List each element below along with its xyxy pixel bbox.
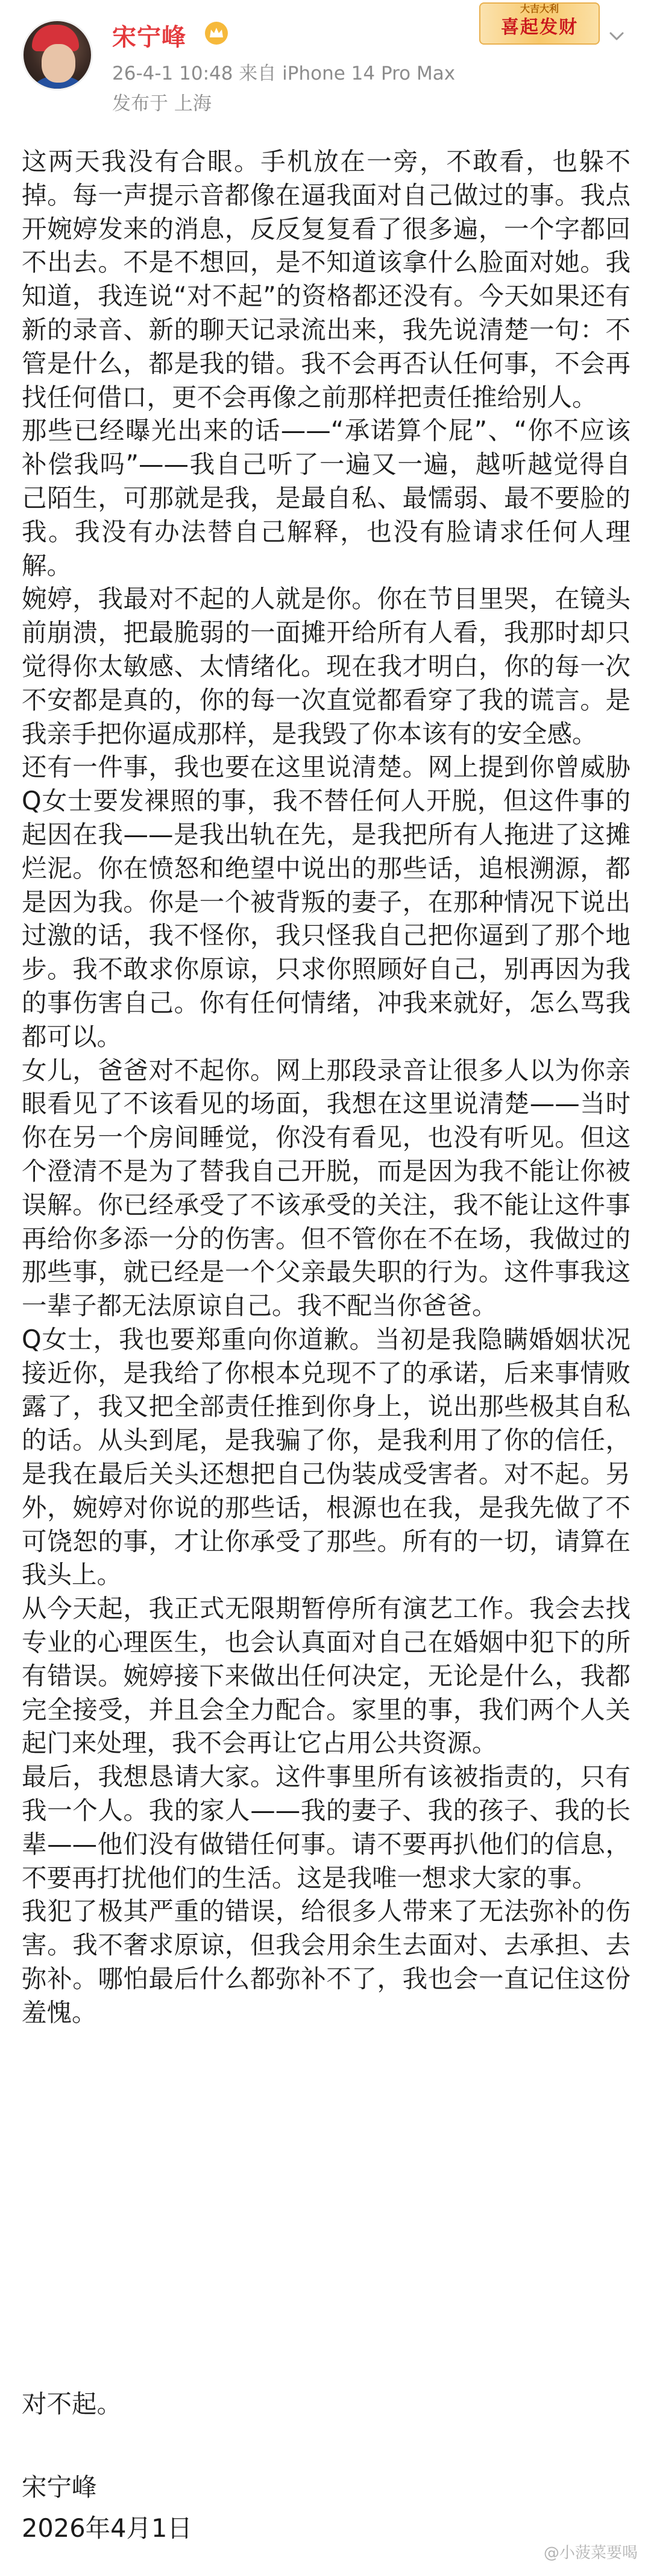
post-body: [22, 145, 631, 2030]
post-paragraph: 婉婷，我最对不起的人就是你。你在节目里哭，在镜头前崩溃，把最脆弱的一面摊开给所有人看，我那时却只觉得你太敏感、太情绪化。现在我才明白，你的每一次不安都是真的，你的每一次直觉都看穿了我的谎言。是我亲手把你逼成那样，是我毁了你本该有的安全感。: [22, 584, 631, 748]
signature: 宋宁峰: [22, 2472, 97, 2502]
user-avatar[interactable]: [22, 19, 93, 90]
post-date: 2026年4月1日: [22, 2513, 192, 2543]
post-time-device: 26-4-1 10:48 来自 iPhone 14 Pro Max: [112, 63, 456, 84]
post-header: [0, 0, 651, 130]
post-paragraph: Q女士，我也要郑重向你道歉。当初是我隐瞒婚姻状况接近你，是我给了你根本兑现不了的承诺，后来事情败露了，我又把全部责任推到你身上，说出那些极其自私的话。从头到尾，是我骗了你，是我利用了你的信任，是我在最后关头还想把自己伪装成受害者。对不起。另外，婉婷对你说的那些话，根源也在我，是我先做了不可饶恕的事，才让你承受了那些。所有的一切，请算在我头上。: [22, 1324, 631, 1590]
badge-small-text: 大吉大利: [520, 3, 559, 14]
crown-icon: [204, 21, 229, 46]
post-paragraph: 从今天起，我正式无限期暂停所有演艺工作。我会去找专业的心理医生，也会认真面对自己在婚姻中犯下的所有错误。婉婷接下来做出任何决定，无论是什么，我都完全接受，并且会全力配合。家里的事，我们两个人关起门来处理，我不会再让它占用公共资源。: [22, 1593, 631, 1758]
post-paragraph: 我犯了极其严重的错误，给很多人带来了无法弥补的伤害。我不奢求原谅，但我会用余生去面对、去承担、去弥补。哪怕最后什么都弥补不了，我也会一直记住这份羞愧。: [22, 1896, 631, 2027]
watermark: @小菠菜要喝: [543, 2544, 638, 2562]
chevron-down-icon[interactable]: [606, 25, 627, 47]
post-location: 发布于 上海: [112, 93, 212, 115]
post-paragraph: 还有一件事，我也要在这里说清楚。网上提到你曾威胁Q女士要发裸照的事，我不替任何人开脱，但这件事的起因在我——是我出轨在先，是我把所有人拖进了这摊烂泥。你在愤怒和绝望中说出的那些话，追根溯源，都是因为我。你是一个被背叛的妻子，在那种情况下说出过激的话，我不怪你，我只怪我自己把你逼到了那个地步。我不敢求你原谅，只求你照顾好自己，别再因为我的事伤害自己。你有任何情绪，冲我来就好，怎么骂我都可以。: [22, 752, 631, 1051]
decoration-badge: [479, 2, 600, 45]
username[interactable]: 宋宁峰: [112, 24, 186, 51]
closing-line: 对不起。: [22, 2389, 122, 2419]
post-paragraph: 最后，我想恳请大家。这件事里所有该被指责的，只有我一个人。我的家人——我的妻子、我的孩子、我的长辈——他们没有做错任何事。请不要再扒他们的信息，不要再打扰他们的生活。这是我唯一想求大家的事。: [22, 1762, 631, 1893]
post-paragraph: 女儿，爸爸对不起你。网上那段录音让很多人以为你亲眼看见了不该看见的场面，我想在这里说清楚——当时你在另一个房间睡觉，你没有看见，也没有听见。但这个澄清不是为了替我自己开脱，而是因为我不能让你被误解。你已经承受了不该承受的关注，我不能让这件事再给你多添一分的伤害。但不管你在不在场，我做过的那些事，就已经是一个父亲最失职的行为。这件事我这一辈子都无法原谅自己。我不配当你爸爸。: [22, 1055, 631, 1321]
post-paragraph: 那些已经曝光出来的话——“承诺算个屁”、“你不应该补偿我吗”——我自己听了一遍又一遍，越听越觉得自己陌生，可那就是我，是最自私、最懦弱、最不要脸的我。我没有办法替自己解释，也没有脸请求任何人理解。: [22, 416, 631, 580]
badge-text: 喜起发财: [501, 17, 578, 38]
post-paragraph: 这两天我没有合眼。手机放在一旁，不敢看，也躲不掉。每一声提示音都像在逼我面对自己做过的事。我点开婉婷发来的消息，反反复复看了很多遍，一个字都回不出去。不是不想回，是不知道该拿什么脸面对她。我知道，我连说“对不起”的资格都还没有。今天如果还有新的录音、新的聊天记录流出来，我先说清楚一句：不管是什么，都是我的错。我不会再否认任何事，不会再找任何借口，更不会再像之前那样把责任推给别人。: [22, 147, 631, 412]
